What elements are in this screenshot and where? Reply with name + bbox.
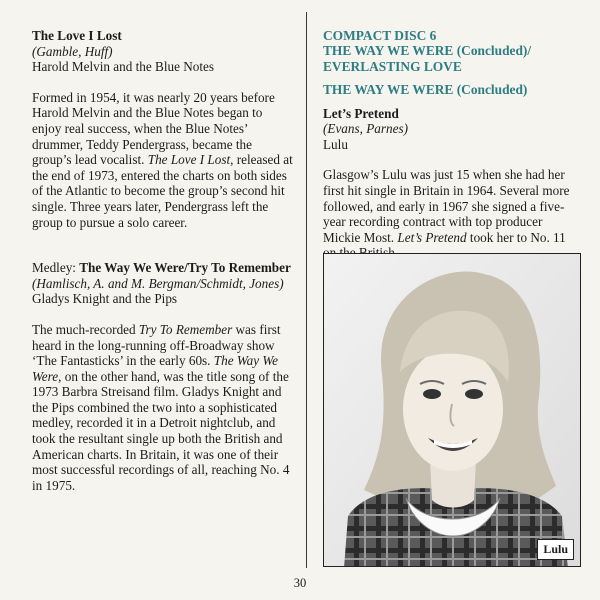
- song-artist: Gladys Knight and the Pips: [32, 291, 178, 307]
- medley-prefix: Medley:: [32, 260, 80, 276]
- right-column: [323, 28, 581, 261]
- song-description: [32, 90, 294, 230]
- section-heading: THE WAY WE WERE (Concluded): [323, 82, 528, 98]
- italic-title-text: Let’s Pretend: [397, 229, 467, 245]
- song-description: [323, 167, 581, 261]
- disc-heading: EVERLASTING LOVE: [323, 58, 462, 74]
- song-title: Let’s Pretend: [323, 105, 399, 121]
- medley-title: [32, 260, 294, 276]
- song-writers: (Evans, Parnes): [323, 121, 408, 137]
- song-artist: Lulu: [323, 136, 348, 152]
- italic-title-text: The Way We Were: [32, 353, 278, 384]
- song-description: [32, 322, 294, 494]
- body-text: took her to No. 11: [469, 229, 566, 245]
- page-number: 30: [293, 576, 307, 590]
- song-writers: (Hamlisch, A. and M. Bergman/Schmidt, Jones): [32, 275, 284, 291]
- lulu-photo: [323, 253, 581, 567]
- portrait-illustration: [324, 254, 581, 567]
- body-text: , released at the end of 1973, entered the charts on both sides of the Atlantic to become the group’s second hit single. Three years later, Pendergrass left the group to pursue a solo career.: [32, 152, 293, 230]
- column-divider: [306, 12, 307, 568]
- song-title: The Love I Lost: [32, 28, 122, 43]
- disc-heading: COMPACT DISC 6: [323, 28, 437, 43]
- body-text: was first heard in the long-running off-Broadway show ‘The Fantasticks’ in the early 60s.: [32, 321, 281, 369]
- body-text: , on the other hand, was the title song of the 1973 Barbra Streisand film. Gladys Knight and the Pips combined the two into a sophisticated medley, recorded it in a Detroit nightclub, and took the resultant single up both the British and American charts. In Britain, it was one of their most successful recordings of all, reaching No. 4 in 1975.: [32, 368, 290, 493]
- left-column: [32, 28, 294, 493]
- song-artist: Harold Melvin and the Blue Notes: [32, 59, 215, 75]
- body-text: Glasgow’s Lulu was just 15 when she had her first hit single in Britain in 1964. Several more followed, and early in 1967 she signed a five-year recording contract with top producer Mickie Most.: [323, 167, 570, 245]
- italic-title-text: The Love I Lost: [147, 152, 231, 168]
- photo-caption: Lulu: [537, 539, 574, 560]
- disc-heading: THE WAY WE WERE (Concluded)/: [323, 43, 532, 59]
- italic-title-text: Try To Remember: [138, 321, 233, 337]
- medley-song-title: The Way We Were/Try To Remember: [79, 260, 291, 276]
- body-text: The much-recorded: [32, 321, 139, 337]
- body-text: Formed in 1954, it was nearly 20 years before Harold Melvin and the Blue Notes began to enjoy real success, when the Blue Notes’ drummer, Teddy Pendergrass, became the group’s lead vocalist.: [32, 89, 275, 168]
- song-writers: (Gamble, Huff): [32, 43, 113, 59]
